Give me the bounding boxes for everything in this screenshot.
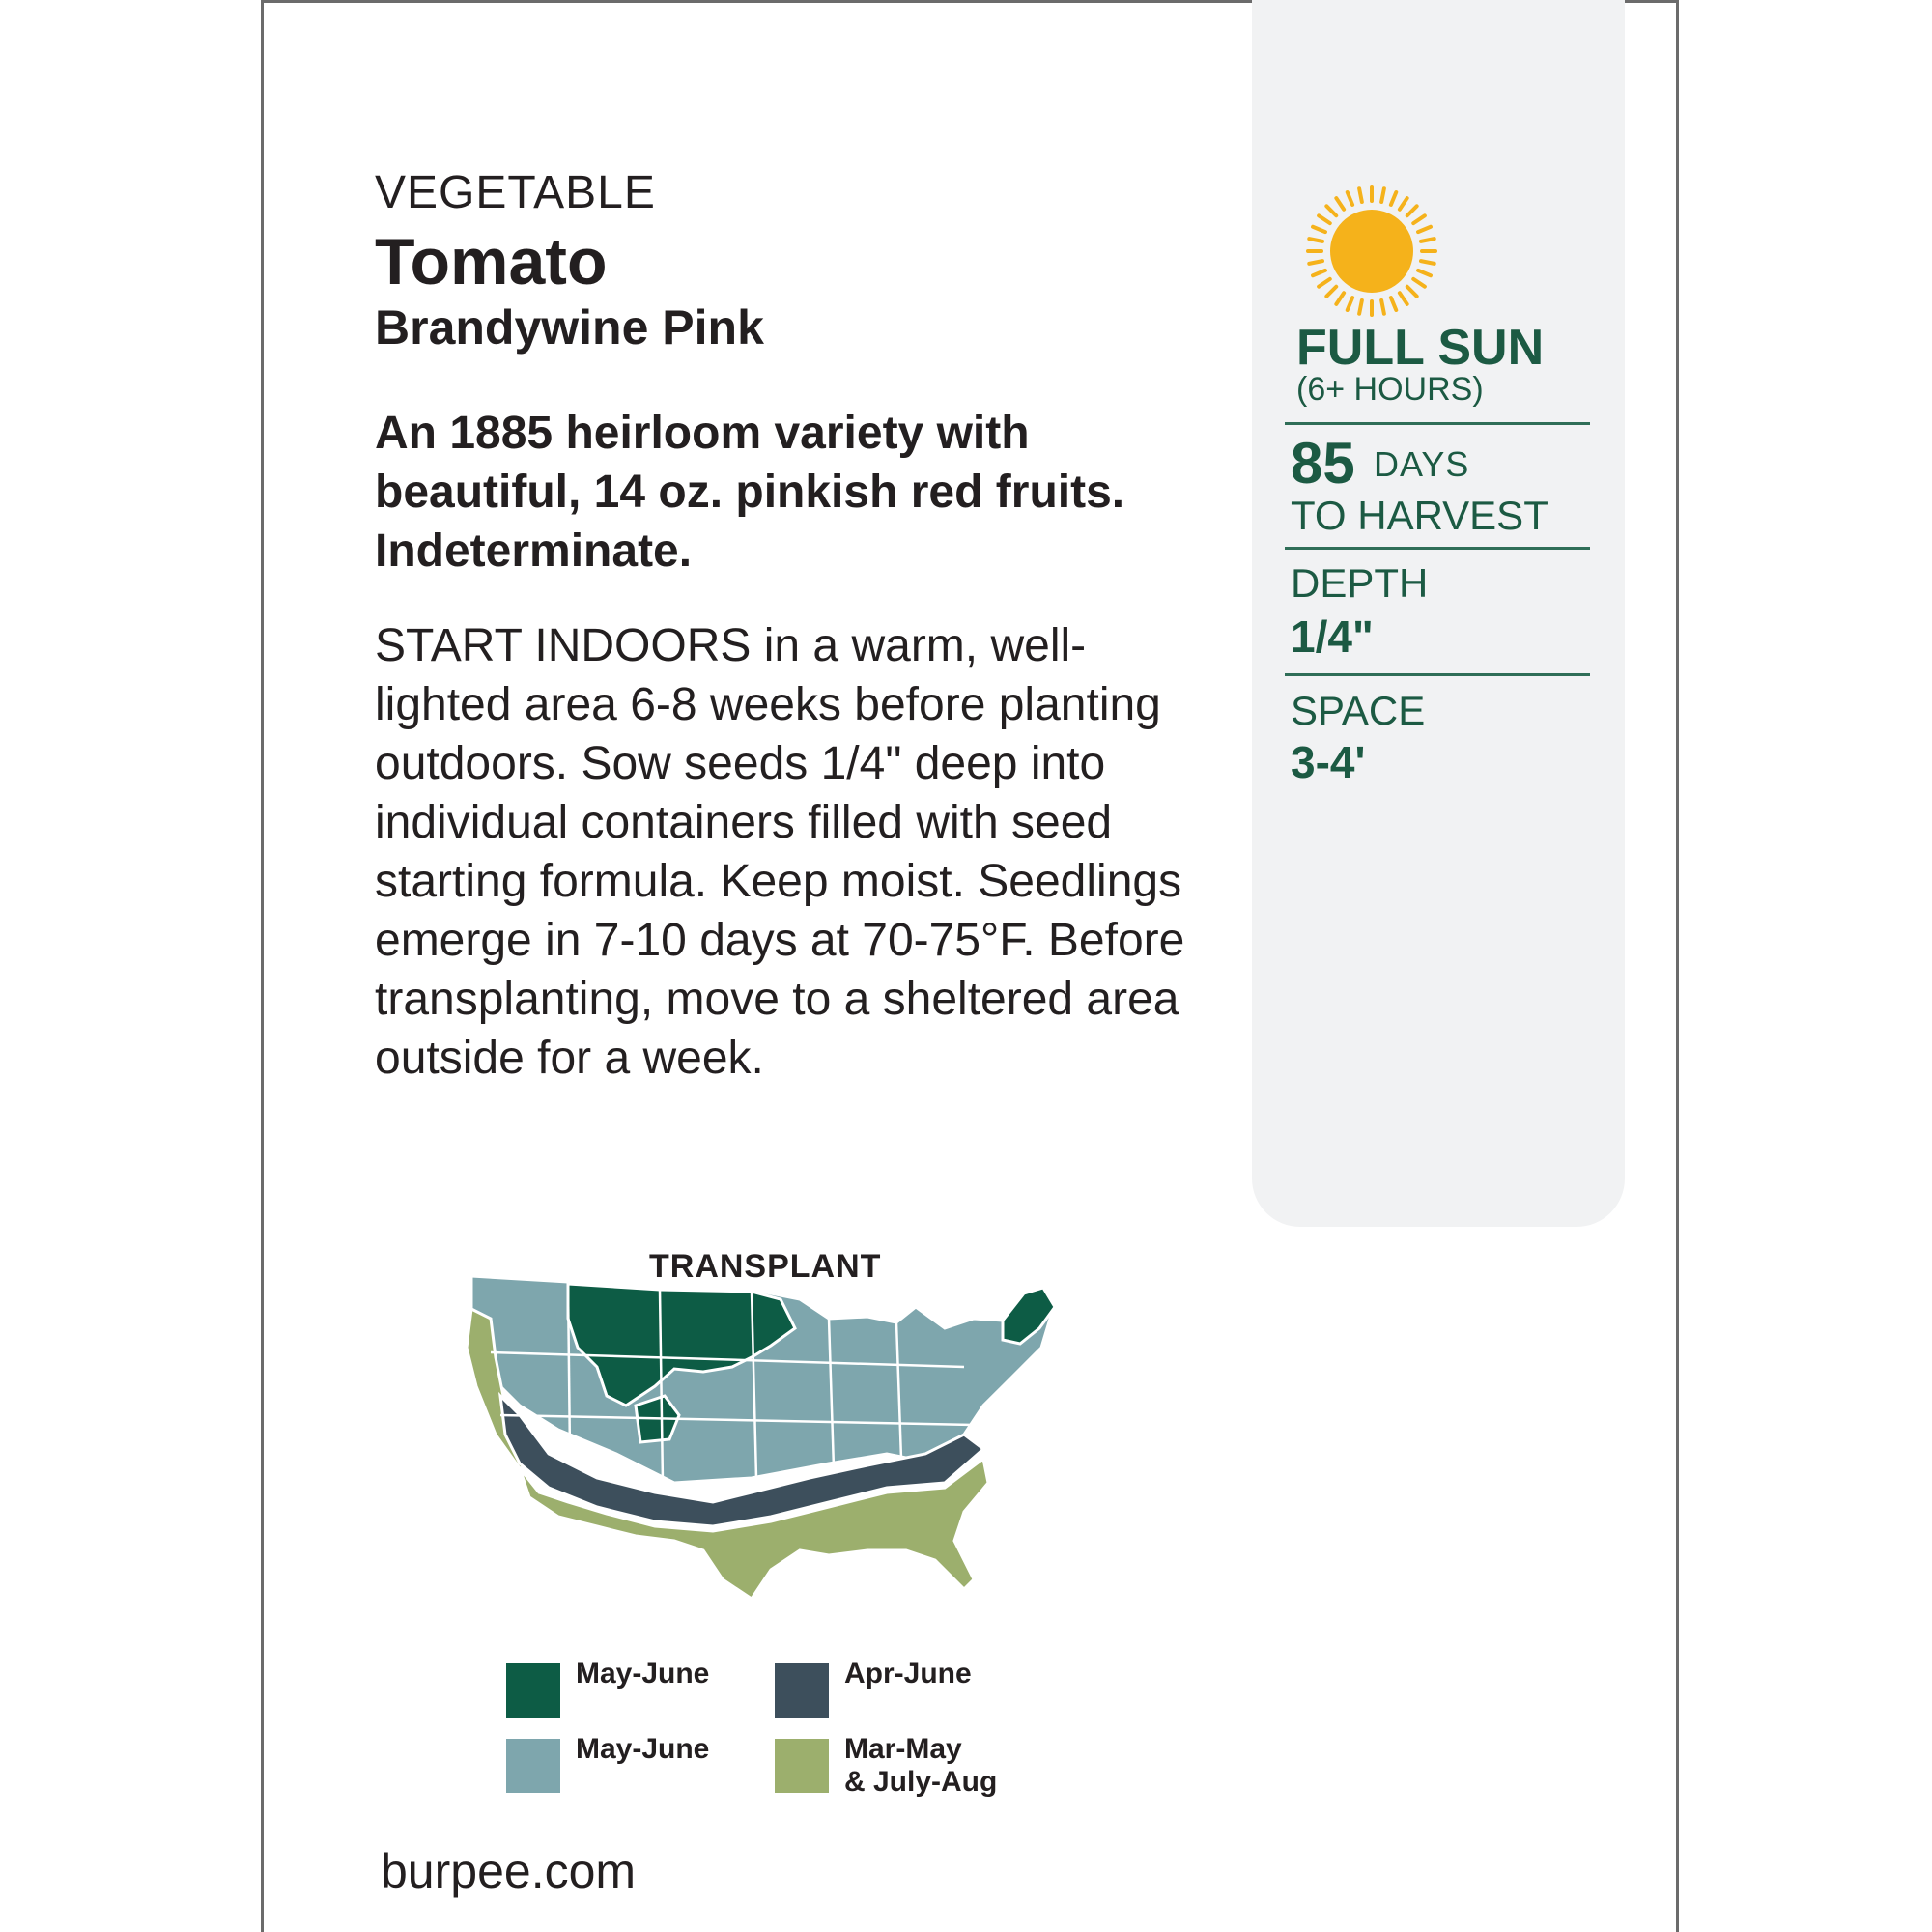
- sun-ray: [1309, 239, 1322, 242]
- sun-ray: [1391, 192, 1396, 205]
- to-harvest-label: TO HARVEST: [1291, 493, 1548, 538]
- sun-ray: [1336, 198, 1344, 210]
- sun-ray: [1326, 206, 1336, 215]
- sun-ray: [1421, 261, 1435, 264]
- sun-ray: [1313, 270, 1325, 275]
- sun-ray: [1336, 293, 1344, 304]
- sun-icon: [1304, 184, 1439, 319]
- divider: [1285, 673, 1590, 676]
- legend-swatch-may-june-dark: [506, 1663, 560, 1718]
- legend-swatch-mar-may: [775, 1739, 829, 1793]
- sun-ray: [1407, 287, 1417, 297]
- sun-ray: [1400, 293, 1407, 304]
- legend-label: Mar-May: [844, 1733, 962, 1765]
- legend-label: May-June: [576, 1658, 710, 1690]
- days-to-harvest-number: 85: [1291, 431, 1355, 496]
- sun-requirement: FULL SUN: [1296, 320, 1545, 376]
- legend-swatch-may-june-light: [506, 1739, 560, 1793]
- space-value: 3-4': [1291, 737, 1366, 787]
- sun-ray: [1381, 300, 1384, 314]
- days-label: DAYS: [1374, 444, 1470, 484]
- sun-ray: [1326, 287, 1336, 297]
- sun-ray: [1421, 239, 1435, 242]
- category-label: VEGETABLE: [375, 167, 656, 218]
- sun-ray: [1418, 270, 1431, 275]
- legend-swatch-apr-june: [775, 1663, 829, 1718]
- legend-label: May-June: [576, 1733, 710, 1765]
- legend-label: Apr-June: [844, 1658, 972, 1690]
- plant-title: Tomato: [375, 225, 608, 298]
- divider: [1285, 547, 1590, 550]
- description: An 1885 heirloom variety with beautiful, 14 oz. pinkish red fruits. Indeterminate.: [375, 408, 1125, 577]
- divider: [1285, 422, 1590, 425]
- depth-value: 1/4": [1291, 611, 1374, 662]
- sun-hours: (6+ HOURS): [1296, 371, 1484, 408]
- map-title: TRANSPLANT: [649, 1248, 882, 1285]
- legend-label-line2: & July-Aug: [844, 1766, 998, 1798]
- sun-ray: [1413, 279, 1425, 287]
- sun-ray: [1359, 300, 1362, 314]
- sun-ray: [1313, 227, 1325, 232]
- sun-ray: [1381, 188, 1384, 202]
- sun-ray: [1348, 192, 1352, 205]
- us-zone-map: [462, 1261, 1080, 1666]
- depth-label: DEPTH: [1291, 560, 1429, 606]
- sun-ray: [1319, 215, 1330, 223]
- sun-ray: [1400, 198, 1407, 210]
- sun-ray: [1407, 206, 1417, 215]
- sun-ray: [1418, 227, 1431, 232]
- sun-ray: [1319, 279, 1330, 287]
- sun-ray: [1391, 298, 1396, 310]
- space-label: SPACE: [1291, 688, 1426, 733]
- sun-ray: [1413, 215, 1425, 223]
- variety-name: Brandywine Pink: [375, 300, 764, 355]
- planting-instructions: START INDOORS in a warm, well-lighted area 6-8 weeks before planting outdoors. Sow seeds 1/4" deep into individual containers filled with seed starting formula. Keep moist. Seedlings emerge in 7-10 days at 70-75°F. Before transplanting, move to a sheltered area outside for a week.: [375, 620, 1185, 1084]
- website-link[interactable]: burpee.com: [381, 1844, 637, 1898]
- sun-ray: [1309, 261, 1322, 264]
- sun-ray: [1359, 188, 1362, 202]
- sun-ray: [1348, 298, 1352, 310]
